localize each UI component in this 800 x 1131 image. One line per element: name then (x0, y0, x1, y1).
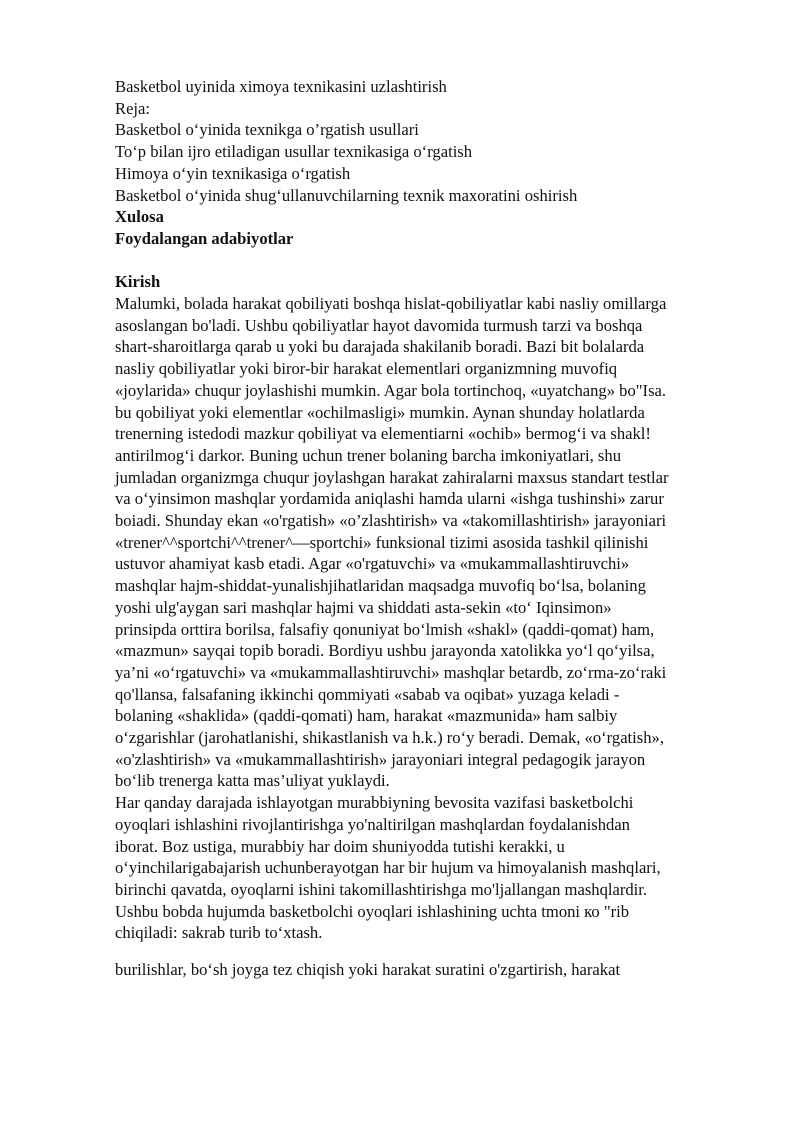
plan-list (115, 119, 735, 206)
text-line: nasliy qobiliyatlar yoki biror-bir harakat elementlari organizmning muvofiq (115, 359, 618, 379)
document-title: Basketbol uyinida ximoya texnikasini uzlashtirish (115, 77, 447, 96)
text-line: yoshi ulg'aygan sari mashqlar hajmi va shiddati asta-sekin «to‘ Iqinsimon» (115, 597, 612, 617)
text-line: o‘yinchilarigabajarish uchunberayotgan har bir hujum va himoyalanish mashqlari, (115, 858, 661, 878)
text-line: o‘zgarishlar (jarohatlanishi, shikastlanish va h.k.) ro‘y beradi. Demak, «o‘rgatish», (115, 728, 664, 748)
intro-paragraph (115, 293, 735, 792)
text-line: bolaning «shaklida» (qaddi-qomati) ham, harakat «mazmunida» ham salbiy (115, 706, 618, 726)
text-line: bo‘lib trenerga katta mas’uliyat yuklaydi. (115, 771, 390, 791)
text-line: ya’ni «o‘rgatuvchi» va «mukammallashtiruvchi» mashqlar betardb, zo‘rma-zo‘raki (115, 662, 667, 682)
intro-heading: Kirish (115, 272, 161, 292)
conclusion-heading: Xulosa (115, 207, 164, 227)
text-line: qo'llansa, falsafaning ikkinchi qommiyati «sabab va oqibat» yuzaga keladi - (115, 684, 620, 704)
text-line: burilishlar, bo‘sh joyga tez chiqish yoki harakat suratini o'zgartirish, harakat (115, 960, 621, 980)
text-line: Malumki, bolada harakat qobiliyati boshqa hislat-qobiliyatlar kabi nasliy omillarga (115, 294, 667, 314)
text-line: «mazmun» sayqai topib boradi. Bordiyu ushbu jarayonda xatolikka yo‘l qo‘yilsa, (115, 641, 655, 661)
paragraph-gap (115, 944, 735, 959)
second-paragraph (115, 792, 735, 944)
text-line: jumladan organizmga chuqur joylashgan harakat zahiralarni maxsus standart testlar (115, 467, 669, 487)
plan-item: Basketbol o‘yinida texnikga o’rgatish usullari (115, 120, 419, 140)
plan-item: Basketbol o‘yinida shug‘ullanuvchilarning texnik maxoratini oshirish (115, 185, 578, 205)
text-line: birinchi qavatda, oyoqlarni ishini takomillashtirishga mo'ljallangan mashqlardir. (115, 880, 648, 899)
plan-item: Himoya o‘yin texnikasiga o‘rgatish (115, 163, 351, 183)
text-line: shart-sharoitlarga qarab u yoki bu darajada shakilanib boradi. Bazi bit bolalarda (115, 337, 645, 357)
text-line: oyoqlari ishlashini rivojlantirishga yo'naltirilgan mashqlardan foydalanishdan (115, 814, 630, 834)
text-line: Ushbu bobda hujumda basketbolchi oyoqlari ishlashining uchta tmoni ко "rib (115, 901, 630, 921)
text-line: «trener^^sportchi^^trener^—sportchi» funksional tizimi asosida tashkil qilinishi (115, 532, 649, 552)
plan-item: To‘p bilan ijro etiladigan usullar texnikasiga o‘rgatish (115, 142, 473, 162)
document-page (115, 76, 735, 981)
text-line: antirilmog‘i darkor. Buning uchun trener bolaning barcha imkoniyatlari, shu (115, 445, 621, 465)
text-line: «o'zlashtirish» va «mukammallashtirish» jarayoniari integral pedagogik jarayon (115, 749, 646, 769)
plan-label: Reja: (115, 98, 151, 118)
third-paragraph (115, 959, 735, 981)
text-line: boiadi. Shunday ekan «o'rgatish» «o’zlashtirish» va «takomillashtirish» jarayoniari (115, 511, 667, 531)
spacer (115, 250, 735, 272)
text-line: prinsipda orttira borilsa, falsafiy qonuniyat bo‘lmish «shakl» (qaddi-qomat) ham, (115, 619, 655, 639)
references-heading: Foydalangan adabiyotlar (115, 228, 294, 248)
text-line: trenerning istedodi mazkur qobiliyat va elementiarni «ochib» bermog‘i va shakl! (115, 424, 651, 444)
text-line: va o‘yinsimon mashqlar yordamida aniqlashi hamda ularni «ishga tushinshi» zarur (115, 489, 664, 509)
text-line: Har qanday darajada ishlayotgan murabbiyning bevosita vazifasi basketbolchi (115, 793, 634, 813)
text-line: asoslangan bo'ladi. Ushbu qobiliyatlar hayot davomida turmush tarzi va boshqa (115, 315, 643, 335)
text-line: bu qobiliyat yoki elementlar «ochilmasligi» mumkin. Aynan shunday holatlarda (115, 402, 645, 422)
text-line: chiqiladi: sakrab turib to‘xtash. (115, 923, 323, 943)
text-line: ustuvor ahamiyat kasb etadi. Agar «o'rgatuvchi» va «mukammallashtiruvchi» (115, 554, 630, 574)
text-line: mashqlar hajm-shiddat-yunalishjihatlaridan maqsadga muvofiq bo‘lsa, bolaning (115, 576, 646, 596)
text-line: «joylarida» chuqur joylashishi mumkin. Agar bola tortinchoq, «uyatchang» bo"Isa. (115, 380, 667, 400)
text-line: iborat. Boz ustiga, murabbiy har doim shuniyodda tutishi kerakki, u (115, 836, 565, 856)
